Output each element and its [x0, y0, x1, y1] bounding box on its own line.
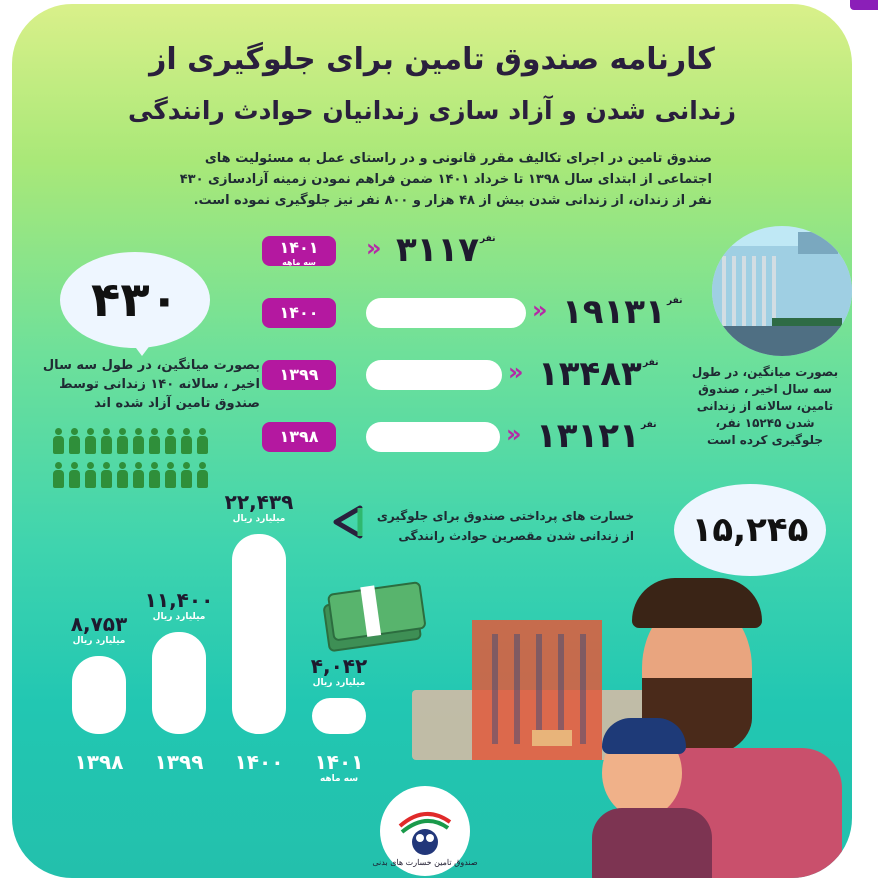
person-head-icon	[87, 428, 94, 435]
chevron-icon: »	[366, 234, 382, 262]
prevention-value: ۱۳۱۲۱	[536, 416, 640, 456]
person-icon	[196, 428, 208, 454]
person-icon	[52, 428, 64, 454]
bubble-tail	[130, 340, 154, 356]
intro-text	[152, 148, 712, 211]
intro-line: نفر از زندان، از زندانی شدن بیش از ۴۸ هزار و ۸۰۰ نفر نیز جلوگیری نموده است.	[193, 193, 712, 208]
father-hair	[632, 578, 762, 628]
cell-window	[798, 232, 838, 254]
infographic-card	[12, 4, 852, 878]
person-body-icon	[53, 470, 64, 488]
person-icon	[132, 428, 144, 454]
chevron-icon: »	[508, 358, 524, 386]
prevention-row	[262, 292, 702, 342]
person-body-icon	[149, 436, 160, 454]
person-body-icon	[53, 436, 64, 454]
person-icon	[164, 428, 176, 454]
person-head-icon	[71, 428, 78, 435]
payment-amount: ۱۱,۴۰۰	[144, 588, 214, 612]
cell-floor	[712, 326, 852, 356]
caption-line: خسارت های پرداختی صندوق برای جلوگیری	[376, 509, 634, 523]
father-son-illustration	[602, 578, 842, 878]
person-icon	[196, 462, 208, 488]
payment-year	[218, 750, 300, 774]
prevented-line: جلوگیری کرده است	[706, 433, 824, 447]
person-icon	[52, 462, 64, 488]
year-badge	[262, 236, 336, 266]
released-count: ۴۳۰	[91, 272, 179, 328]
payment-bar	[232, 534, 286, 734]
prevented-line: شدن ۱۵۲۴۵ نفر،	[715, 416, 815, 430]
released-count-bubble	[60, 252, 210, 348]
person-icon	[68, 462, 80, 488]
person-head-icon	[55, 462, 62, 469]
year-badge	[262, 422, 336, 452]
person-icon	[180, 428, 192, 454]
people-row	[50, 428, 250, 462]
prevention-unit: نفر	[643, 358, 659, 368]
payment-year	[138, 750, 220, 774]
prevention-bar	[366, 360, 502, 390]
year-badge-label: ۱۳۹۹	[279, 365, 319, 384]
year-badge-label: ۱۴۰۰	[279, 303, 319, 322]
person-icon	[180, 462, 192, 488]
person-body-icon	[165, 436, 176, 454]
person-head-icon	[119, 428, 126, 435]
prevention-row	[262, 416, 702, 466]
prevented-count: ۱۵,۲۴۵	[691, 510, 809, 550]
prevention-value: ۳۱۱۷	[396, 230, 480, 270]
person-head-icon	[135, 462, 142, 469]
payment-year	[298, 750, 380, 784]
payment-amount: ۲۲,۴۳۹	[224, 490, 294, 514]
person-icon	[100, 428, 112, 454]
prevention-chart	[262, 230, 702, 470]
payment-year-label: ۱۴۰۰	[234, 750, 284, 774]
person-head-icon	[151, 428, 158, 435]
payment-unit: میلیارد ریال	[232, 514, 286, 524]
payment-bar	[72, 656, 126, 734]
caption-line: از زندانی شدن مقصرین حوادث رانندگی	[398, 529, 634, 543]
prevention-unit: نفر	[480, 234, 496, 244]
person-body-icon	[69, 436, 80, 454]
prevention-bar	[366, 422, 500, 452]
organization-logo	[372, 786, 478, 876]
prevented-text	[690, 364, 840, 449]
prevention-row	[262, 230, 702, 280]
person-body-icon	[85, 470, 96, 488]
person-head-icon	[135, 428, 142, 435]
person-icon	[132, 462, 144, 488]
person-icon	[84, 428, 96, 454]
payment-unit: میلیارد ریال	[72, 636, 126, 646]
payments-chart	[52, 490, 392, 784]
people-icon-grid	[50, 428, 250, 496]
person-head-icon	[151, 462, 158, 469]
payment-amount: ۴,۰۴۲	[310, 654, 368, 678]
person-head-icon	[183, 462, 190, 469]
corner-tab	[850, 0, 878, 10]
person-head-icon	[199, 462, 206, 469]
year-badge-label: ۱۳۹۸	[279, 427, 319, 446]
person-body-icon	[181, 436, 192, 454]
prevented-line: تامین، سالانه از زندانی	[696, 399, 834, 413]
payment-bar	[312, 698, 366, 734]
person-head-icon	[55, 428, 62, 435]
person-head-icon	[103, 462, 110, 469]
payment-year	[58, 750, 140, 774]
prevention-unit: نفر	[667, 296, 683, 306]
person-head-icon	[167, 428, 174, 435]
person-head-icon	[119, 462, 126, 469]
prevention-value: ۱۳۴۸۳	[538, 354, 642, 394]
prevention-bar	[366, 298, 526, 328]
person-head-icon	[87, 462, 94, 469]
person-body-icon	[133, 436, 144, 454]
prevention-value: ۱۹۱۳۱	[562, 292, 666, 332]
prison-cell-image	[712, 226, 852, 356]
son-shirt	[592, 808, 712, 878]
payment-year-label: ۱۴۰۱	[314, 750, 364, 774]
person-body-icon	[117, 436, 128, 454]
payment-year-label: ۱۳۹۸	[74, 750, 124, 774]
person-body-icon	[85, 436, 96, 454]
year-badge-note: سه ماهه	[282, 258, 316, 267]
person-head-icon	[71, 462, 78, 469]
chevron-icon: »	[532, 296, 548, 324]
sign	[532, 730, 572, 746]
prevention-row	[262, 354, 702, 404]
person-head-icon	[167, 462, 174, 469]
person-body-icon	[165, 470, 176, 488]
person-icon	[84, 462, 96, 488]
intro-line: صندوق تامین در اجرای تکالیف مقرر قانونی و در راستای عمل به مسئولیت های	[204, 151, 712, 166]
person-body-icon	[133, 470, 144, 488]
title-line-2: زندانی شدن و آزاد سازی زندانیان حوادث رانندگی	[127, 96, 737, 125]
person-body-icon	[117, 470, 128, 488]
year-badge	[262, 360, 336, 390]
payment-unit: میلیارد ریال	[152, 612, 206, 622]
prevention-unit: نفر	[641, 420, 657, 430]
payment-year-label: ۱۳۹۹	[154, 750, 204, 774]
person-icon	[148, 428, 160, 454]
payment-year-note: سه ماهه	[319, 774, 359, 784]
payment-bar	[152, 632, 206, 734]
person-body-icon	[69, 470, 80, 488]
chevron-icon: »	[506, 420, 522, 448]
year-badge-label: ۱۴۰۱	[279, 238, 319, 257]
year-badge	[262, 298, 336, 328]
person-icon	[68, 428, 80, 454]
person-body-icon	[197, 436, 208, 454]
payment-unit: میلیارد ریال	[312, 678, 366, 688]
windows	[482, 634, 592, 744]
person-body-icon	[181, 470, 192, 488]
prevented-line: سه سال اخیر ، صندوق	[698, 382, 832, 396]
person-icon	[148, 462, 160, 488]
released-line: بصورت میانگین، در طول سه سال	[42, 358, 260, 373]
person-head-icon	[103, 428, 110, 435]
person-body-icon	[197, 470, 208, 488]
person-head-icon	[199, 428, 206, 435]
released-text	[40, 356, 260, 413]
person-head-icon	[183, 428, 190, 435]
title-line-1: کارنامه صندوق تامین برای جلوگیری از	[149, 42, 715, 77]
son-hair	[602, 718, 686, 754]
prevented-count-bubble	[674, 484, 826, 576]
intro-line: اجتماعی از ابتدای سال ۱۳۹۸ تا خرداد ۱۴۰۱ ضمن فراهم نمودن زمینه آزادسازی ۴۳۰	[179, 172, 712, 187]
logo-text: صندوق تامین خسارت های بدنی	[372, 858, 478, 867]
person-icon	[116, 428, 128, 454]
released-line: صندوق تامین آزاد شده اند	[94, 396, 260, 411]
payment-amount: ۸,۷۵۳	[70, 612, 128, 636]
person-icon	[116, 462, 128, 488]
released-line: اخیر ، سالانه ۱۴۰ زندانی توسط	[59, 377, 260, 392]
person-icon	[164, 462, 176, 488]
prevented-line: بصورت میانگین، در طول	[691, 365, 839, 379]
person-body-icon	[101, 470, 112, 488]
person-body-icon	[101, 436, 112, 454]
person-body-icon	[149, 470, 160, 488]
payments-caption	[374, 506, 634, 546]
person-icon	[100, 462, 112, 488]
